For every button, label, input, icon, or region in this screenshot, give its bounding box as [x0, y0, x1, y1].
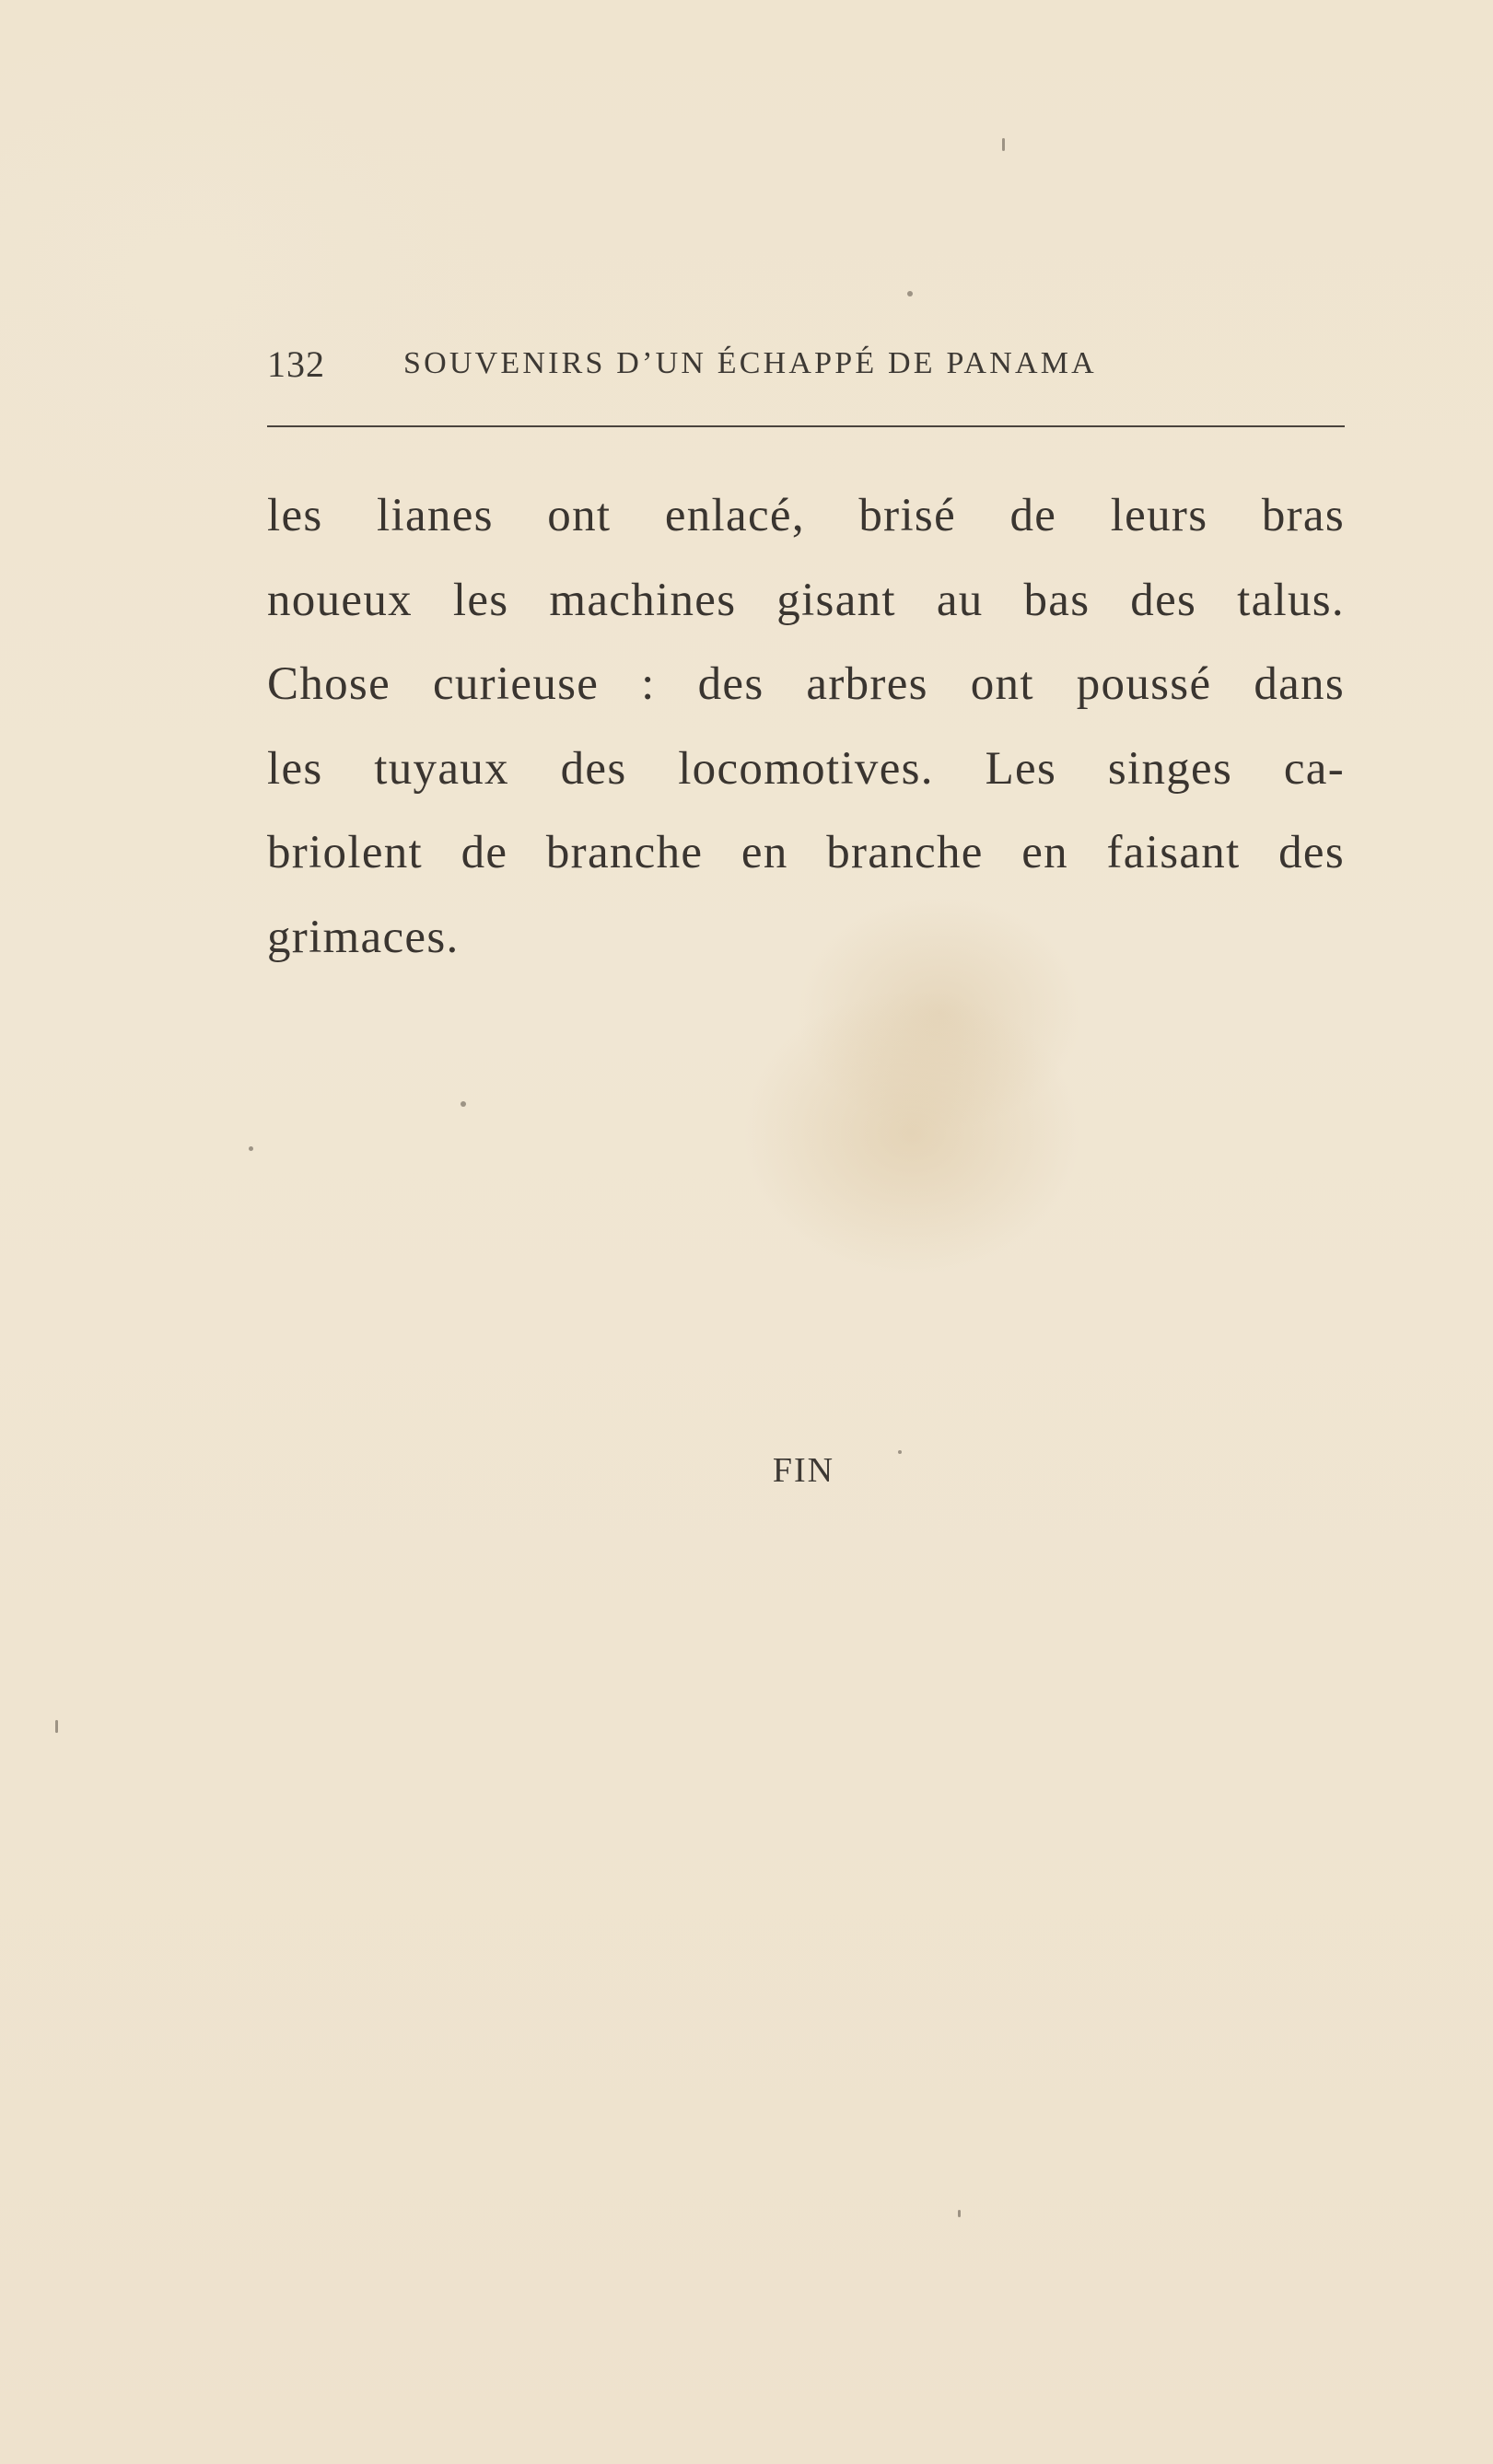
page-number: 132: [267, 343, 325, 385]
paper-speck: [958, 2210, 961, 2217]
paper-speck: [461, 1101, 466, 1107]
running-title: SOUVENIRS D’UN ÉCHAPPÉ DE PANAMA: [403, 346, 1097, 380]
text-line: grimaces.: [267, 911, 460, 963]
text-line: Chose curieuse : des arbres ont poussé dans: [267, 658, 1345, 710]
paper-speck: [898, 1450, 902, 1454]
text-line: les lianes ont enlacé, brisé de leurs bras: [267, 490, 1345, 541]
text-line: briolent de branche en branche en faisant des: [267, 827, 1345, 878]
fin-label: FIN: [772, 1451, 835, 1490]
paper-speck: [1002, 138, 1005, 151]
text-line: noueux les machines gisant au bas des talus.: [267, 574, 1345, 626]
text-line: les tuyaux des locomotives. Les singes ca-: [267, 742, 1345, 795]
header-rule: [267, 425, 1345, 427]
body-text: [267, 474, 1345, 980]
paper-speck: [249, 1146, 253, 1151]
paper-speck: [55, 1720, 58, 1733]
running-head: [267, 343, 1345, 389]
paper-speck: [907, 291, 913, 296]
